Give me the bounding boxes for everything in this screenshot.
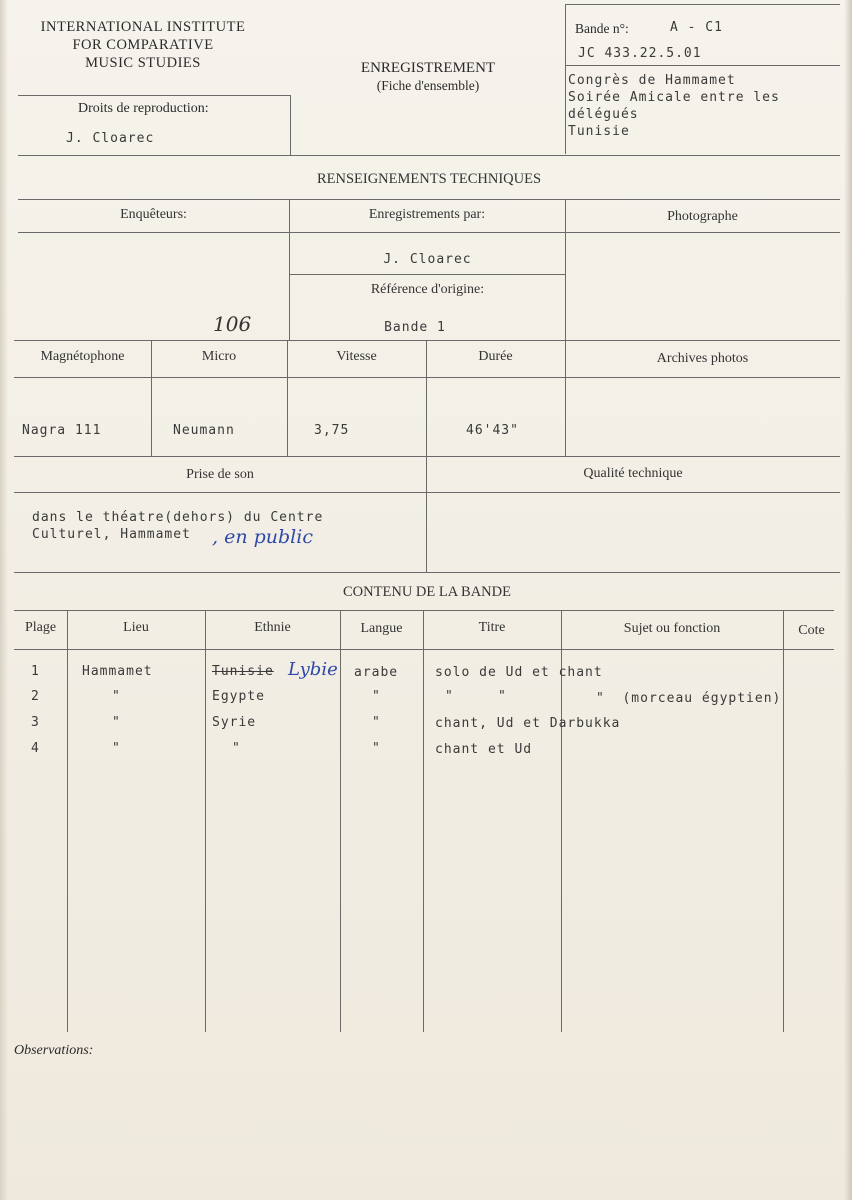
observations-label: Observations: (14, 1043, 94, 1058)
tech-header-bottom (18, 232, 840, 233)
row-2-langue: " (372, 689, 381, 704)
prise-line-2: Culturel, Hammamet (32, 527, 191, 542)
row-4-ethnie: " (232, 741, 241, 756)
reference-label: Référence d'origine: (370, 282, 485, 297)
duree-value: 46'43" (466, 423, 519, 438)
contenu-col-divider-3 (340, 610, 341, 1032)
row-2-lieu: " (112, 689, 121, 704)
bande-value: A - C1 (670, 20, 723, 35)
paper-edge-right (844, 0, 852, 1200)
bande-box-divider (565, 65, 840, 66)
row-2-sujet: " (morceau égyptien) (596, 691, 782, 706)
contenu-col-divider-6 (783, 610, 784, 1032)
prise-header-top (14, 456, 840, 457)
section-tech-title: RENSEIGNEMENTS TECHNIQUES (316, 171, 542, 187)
row-1-langue: arabe (354, 665, 399, 680)
paper-edge-left (0, 0, 8, 1200)
row-1-ethnie-struck: Tunisie (212, 664, 274, 679)
enregistrements-header: Enregistrements par: (368, 207, 486, 222)
event-line-1: Congrès de Hammamet (568, 73, 736, 88)
archives-header: Archives photos (656, 351, 749, 366)
magnetophone-header: Magnétophone (40, 349, 125, 364)
row-2-plage: 2 (31, 689, 40, 704)
bande-reference: JC 433.22.5.01 (578, 46, 702, 61)
langue-header: Langue (360, 621, 403, 636)
event-line-3: délégués (568, 107, 639, 122)
row-4-plage: 4 (31, 741, 40, 756)
vitesse-value: 3,75 (314, 423, 350, 438)
equip-header-top (14, 340, 840, 341)
vitesse-header: Vitesse (336, 349, 377, 364)
micro-header: Micro (201, 349, 237, 364)
institute-name (18, 18, 268, 72)
titre-header: Titre (478, 620, 506, 635)
qualite-label: Qualité technique (583, 466, 683, 481)
form-subtitle: (Fiche d'ensemble) (376, 78, 480, 93)
form-title: ENREGISTREMENT (360, 60, 496, 76)
institute-line-3: MUSIC STUDIES (85, 55, 201, 71)
prise-header-bottom (14, 492, 840, 493)
contenu-header-top (14, 610, 834, 611)
droits-value: J. Cloarec (66, 131, 155, 146)
row-4-lieu: " (112, 741, 121, 756)
event-line-4: Tunisie (568, 124, 630, 139)
prise-line-1: dans le théatre(dehors) du Centre (32, 510, 324, 525)
event-line-2: Soirée Amicale entre les (568, 90, 780, 105)
bande-box-top-border (565, 4, 840, 5)
contenu-header-bottom (14, 649, 834, 650)
plage-header: Plage (24, 620, 57, 635)
row-1-lieu: Hammamet (82, 664, 153, 679)
sujet-header: Sujet ou fonction (623, 621, 721, 636)
micro-value: Neumann (173, 423, 235, 438)
droits-right-border (290, 95, 291, 155)
row-1-plage: 1 (31, 664, 40, 679)
contenu-col-divider-4 (423, 610, 424, 1032)
row-2-ethnie: Egypte (212, 689, 265, 704)
row-3-titre: chant, Ud et Darbukka (435, 716, 621, 731)
photographe-header: Photographe (667, 209, 738, 224)
institute-line-2: FOR COMPARATIVE (72, 37, 214, 53)
institute-line-1: INTERNATIONAL INSTITUTE (40, 19, 246, 35)
duree-header: Durée (478, 349, 513, 364)
row-1-titre: solo de Ud et chant (435, 665, 603, 680)
row-1-ethnie-handwritten: Lybie (288, 659, 338, 680)
tech-header-top (18, 199, 840, 200)
cote-header: Cote (798, 623, 825, 638)
bande-box-left-border (565, 4, 566, 154)
section-contenu-title: CONTENU DE LA BANDE (343, 584, 511, 600)
event-description (568, 72, 780, 140)
droits-label: Droits de reproduction: (78, 101, 209, 116)
contenu-top-border (14, 572, 840, 573)
magnetophone-value: Nagra 111 (22, 423, 102, 438)
enqueteurs-handwritten-number: 106 (213, 312, 252, 336)
row-3-langue: " (372, 715, 381, 730)
row-4-langue: " (372, 741, 381, 756)
lieu-header: Lieu (123, 620, 149, 635)
contenu-col-divider-2 (205, 610, 206, 1032)
row-4-titre: chant et Ud (435, 742, 533, 757)
enregistrements-value: J. Cloarec (383, 252, 472, 267)
reference-divider (290, 274, 565, 275)
row-2-titre: " " (445, 689, 507, 704)
bande-label: Bande n°: (575, 21, 629, 36)
droits-top-border (18, 95, 290, 96)
equip-header-bottom (14, 377, 840, 378)
contenu-col-divider-1 (67, 610, 68, 1032)
enqueteurs-header: Enquêteurs: (120, 207, 187, 222)
tech-top-border (18, 155, 840, 156)
row-3-ethnie: Syrie (212, 715, 257, 730)
row-3-plage: 3 (31, 715, 40, 730)
row-3-lieu: " (112, 715, 121, 730)
prise-label: Prise de son (186, 467, 254, 482)
prise-handwritten-note: , en public (212, 526, 313, 548)
ethnie-header: Ethnie (254, 620, 291, 635)
reference-value: Bande 1 (384, 320, 446, 335)
